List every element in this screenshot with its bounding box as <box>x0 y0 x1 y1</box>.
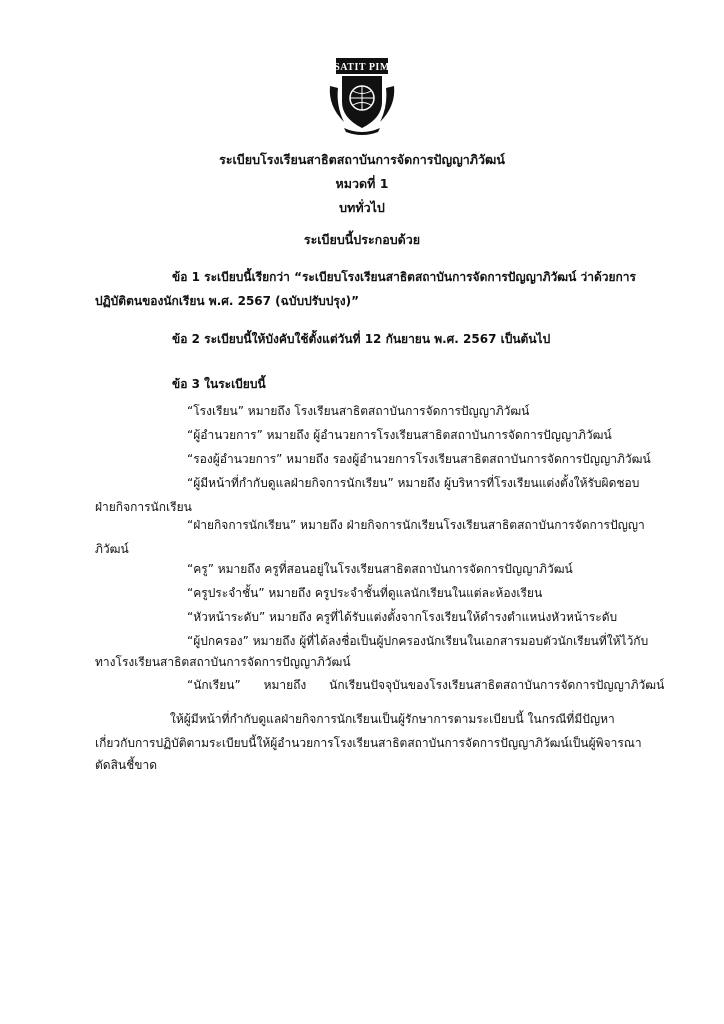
section-title: บททั่วไป <box>339 200 385 215</box>
clause-1-label: ข้อ 1 <box>172 270 200 284</box>
clause-3 <box>172 375 266 394</box>
closing-paragraph-line-2: เกี่ยวกับการปฏิบัติตามระเบียบนี้ให้ผู้อำนวยการโรงเรียนสาธิตสถาบันการจัดการปัญญาภิวัฒน์เป็นผู้พิจารณา <box>95 736 642 750</box>
clause-1-line-1 <box>172 268 636 287</box>
definition-student-affairs-cont: ภิวัฒน์ <box>95 542 129 556</box>
clause-1-line-2: ปฏิบัติตนของนักเรียน พ.ศ. 2567 (ฉบับปรับปรุง)” <box>95 294 360 308</box>
logo-text: SATIT PIM <box>334 62 390 73</box>
clause-2 <box>172 330 550 349</box>
clause-3-label: ข้อ 3 <box>172 377 200 391</box>
closing-paragraph-line-3: ตัดสินชี้ขาด <box>95 758 157 772</box>
definition-director: “ผู้อำนวยการ” หมายถึง ผู้อำนวยการโรงเรียนสาธิตสถาบันการจัดการปัญญาภิวัฒน์ <box>187 428 612 442</box>
definition-student-affairs-supervisor-cont: ฝ่ายกิจการนักเรียน <box>95 500 192 514</box>
clause-3-text: ในระเบียบนี้ <box>204 377 266 391</box>
intro-heading: ระเบียบนี้ประกอบด้วย <box>303 232 421 247</box>
school-logo <box>322 56 402 136</box>
definition-student: “นักเรียน” หมายถึง นักเรียนปัจจุบันของโรงเรียนสาธิตสถาบันการจัดการปัญญาภิวัฒน์ <box>187 678 665 692</box>
definition-guardian: “ผู้ปกครอง” หมายถึง ผู้ที่ได้ลงชื่อเป็นผู้ปกครองนักเรียนในเอกสารมอบตัวนักเรียนที่ให้ไว้กับ <box>187 634 649 648</box>
closing-paragraph-line-1: ให้ผู้มีหน้าที่กำกับดูแลฝ่ายกิจการนักเรียนเป็นผู้รักษาการตามระเบียบนี้ ในกรณีที่มีปัญหา <box>170 712 615 726</box>
definition-student-affairs: “ฝ่ายกิจการนักเรียน” หมายถึง ฝ่ายกิจการนักเรียนโรงเรียนสาธิตสถาบันการจัดการปัญญา <box>187 518 645 532</box>
definition-school: “โรงเรียน” หมายถึง โรงเรียนสาธิตสถาบันการจัดการปัญญาภิวัฒน์ <box>187 404 530 418</box>
document-title: ระเบียบโรงเรียนสาธิตสถาบันการจัดการปัญญาภิวัฒน์ <box>219 152 505 167</box>
definition-teacher: “ครู” หมายถึง ครูที่สอนอยู่ในโรงเรียนสาธิตสถาบันการจัดการปัญญาภิวัฒน์ <box>187 562 573 576</box>
definition-guardian-cont: ทางโรงเรียนสาธิตสถาบันการจัดการปัญญาภิวัฒน์ <box>95 655 351 669</box>
definition-student-affairs-supervisor: “ผู้มีหน้าที่กำกับดูแลฝ่ายกิจการนักเรียน” หมายถึง ผู้บริหารที่โรงเรียนแต่งตั้งให้รับผิดชอบ <box>187 476 640 490</box>
definition-deputy-director: “รองผู้อำนวยการ” หมายถึง รองผู้อำนวยการโรงเรียนสาธิตสถาบันการจัดการปัญญาภิวัฒน์ <box>187 452 651 466</box>
section-number: หมวดที่ 1 <box>335 176 389 191</box>
clause-2-label: ข้อ 2 <box>172 332 200 346</box>
clause-1-text: ระเบียบนี้เรียกว่า “ระเบียบโรงเรียนสาธิตสถาบันการจัดการปัญญาภิวัฒน์ ว่าด้วยการ <box>204 270 636 284</box>
definition-homeroom-teacher: “ครูประจำชั้น” หมายถึง ครูประจำชั้นที่ดูแลนักเรียนในแต่ละห้องเรียน <box>187 586 543 600</box>
clause-2-text: ระเบียบนี้ให้บังคับใช้ตั้งแต่วันที่ 12 กันยายน พ.ศ. 2567 เป็นต้นไป <box>204 332 551 346</box>
definition-level-head: “หัวหน้าระดับ” หมายถึง ครูที่ได้รับแต่งตั้งจากโรงเรียนให้ดำรงตำแหน่งหัวหน้าระดับ <box>187 610 618 624</box>
